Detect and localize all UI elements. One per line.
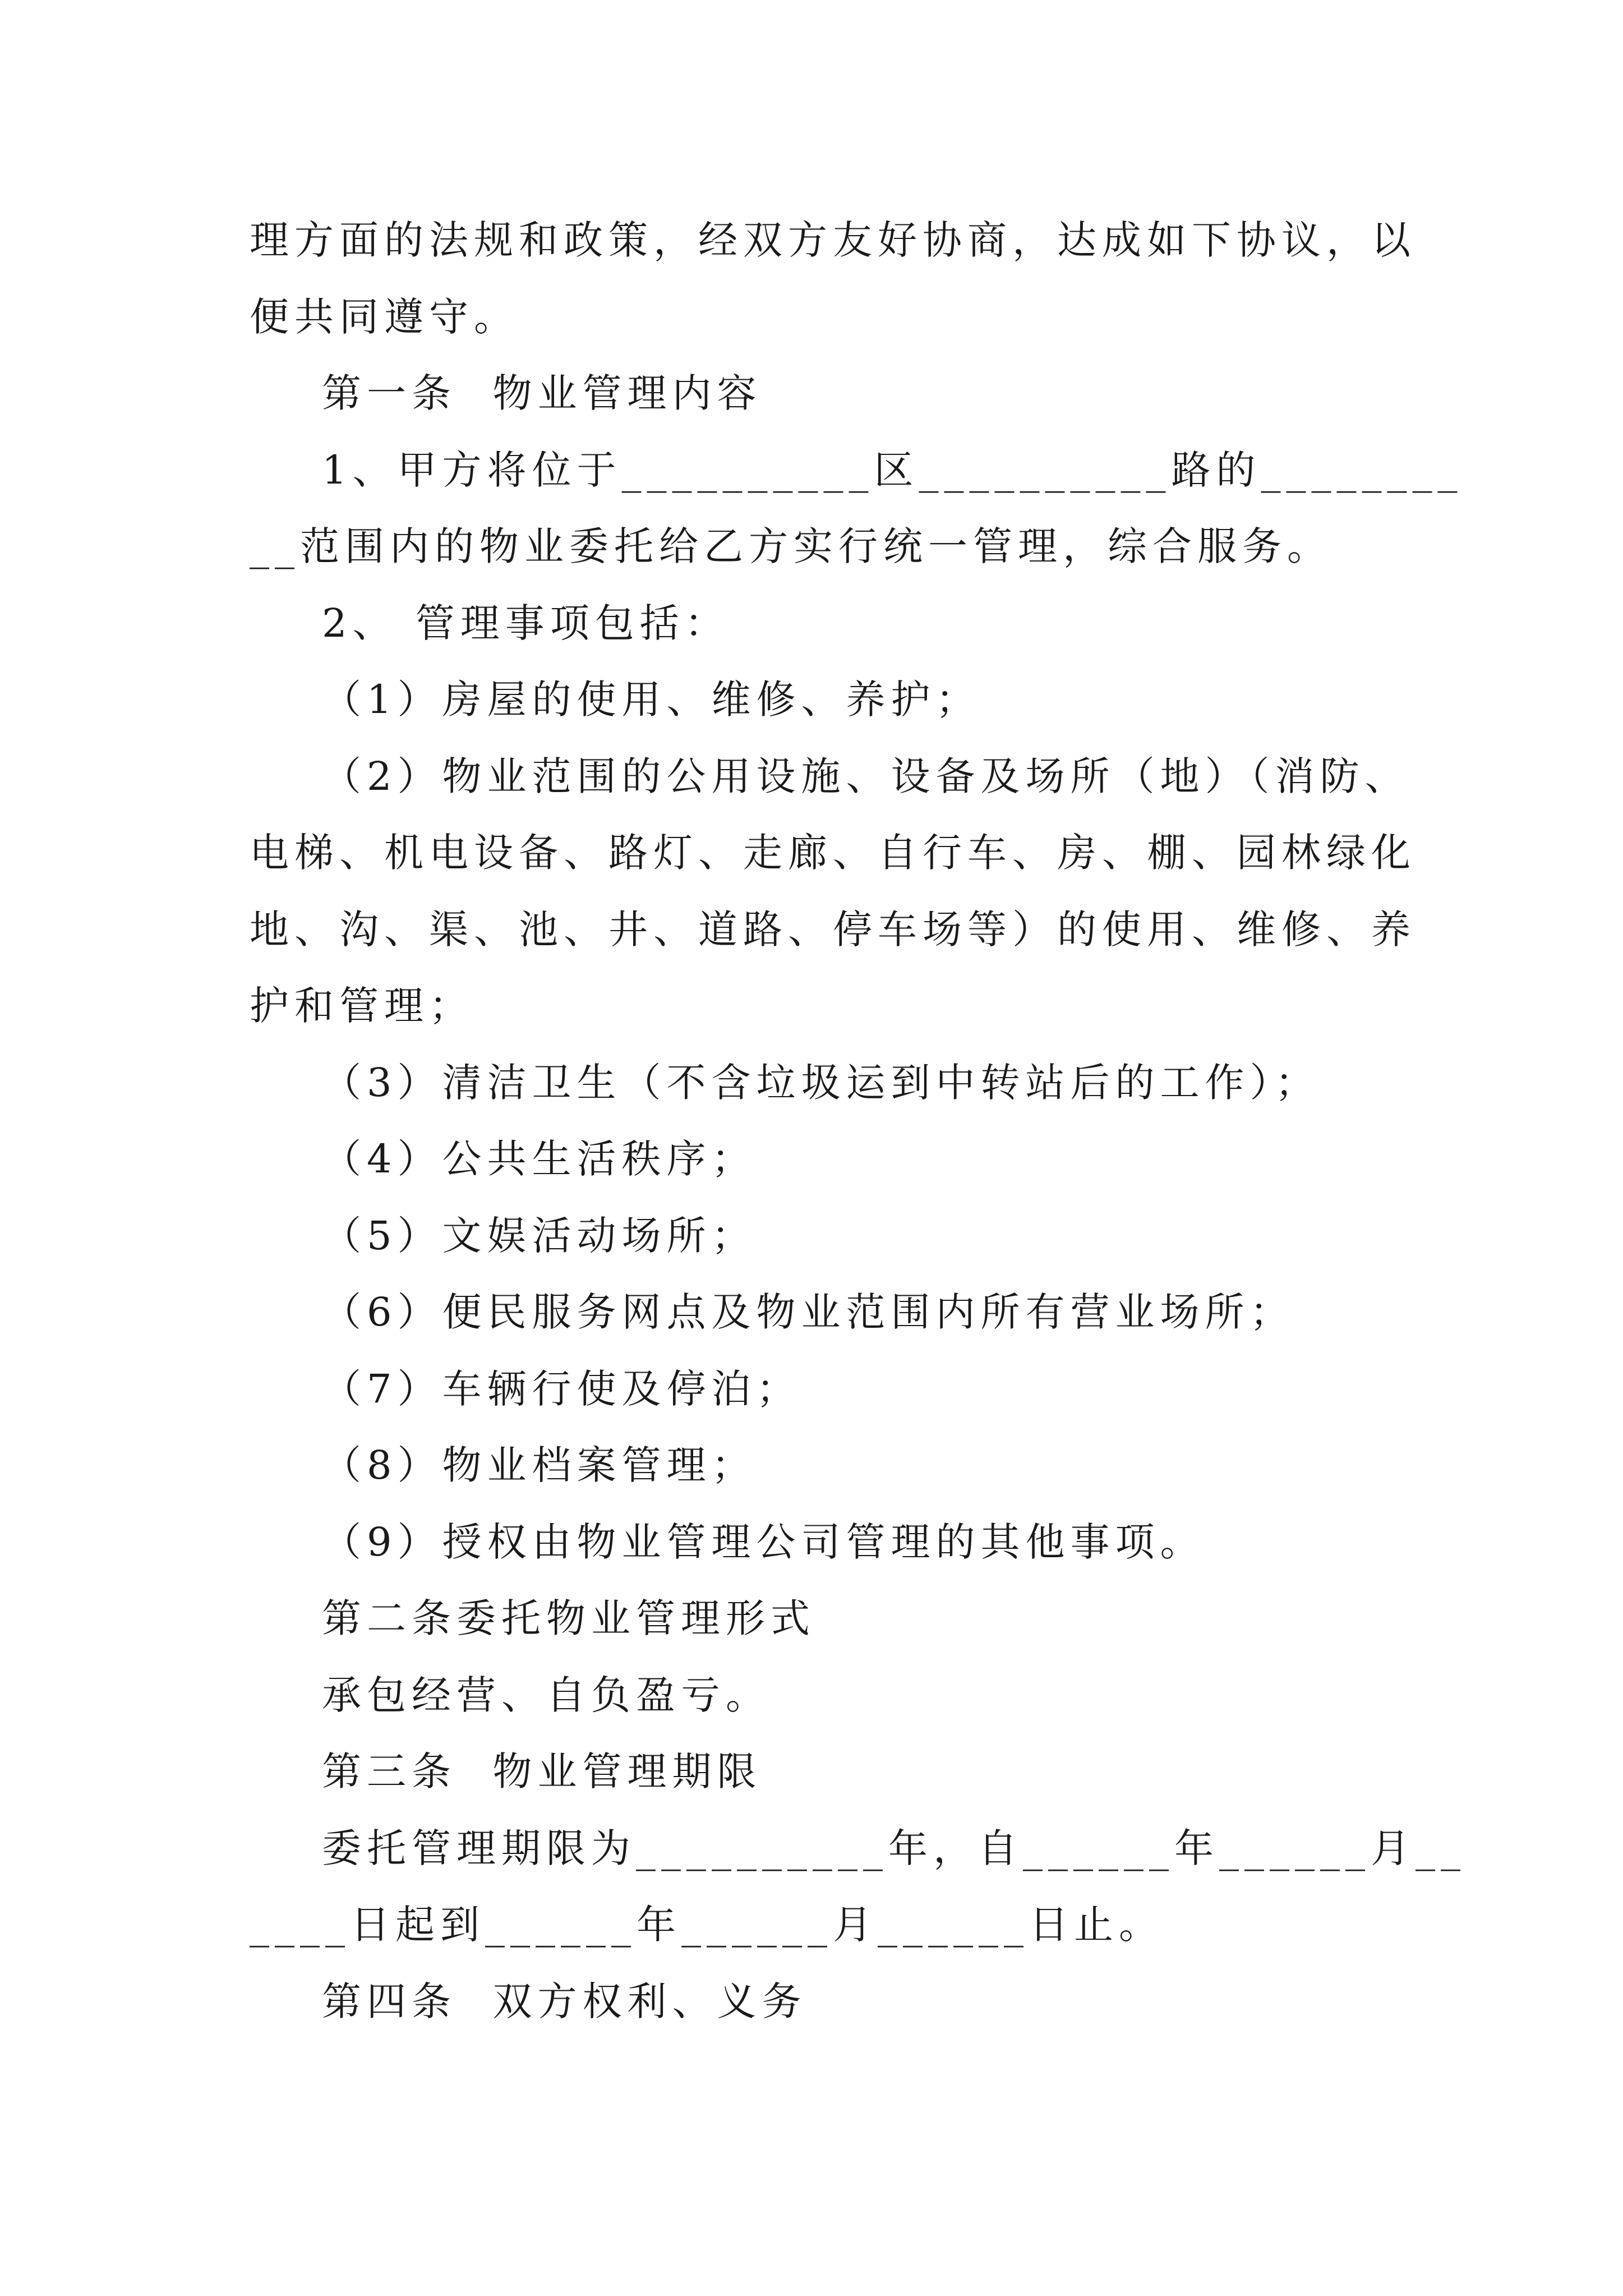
list-item: （2）物业范围的公用设施、设备及场所（地）（消防、 xyxy=(250,753,1410,799)
paragraph-line: 护和管理； xyxy=(250,983,474,1029)
paragraph-line: 承包经营、自负盈亏。 xyxy=(250,1672,771,1718)
paragraph-line: 地、沟、渠、池、井、道路、停车场等）的使用、维修、养 xyxy=(250,906,1416,953)
section-heading: 第四条 双方权利、义务 xyxy=(250,1978,807,2024)
paragraph-line: 理方面的法规和政策，经双方友好协商，达成如下协议，以 xyxy=(250,217,1416,263)
list-item: （6）便民服务网点及物业范围内所有营业场所； xyxy=(250,1289,1295,1335)
list-item: （9）授权由物业管理公司管理的其他事项。 xyxy=(250,1519,1205,1565)
list-item: （8）物业档案管理； xyxy=(250,1442,757,1488)
paragraph-line: 1、甲方将位于__________区__________路的________ xyxy=(250,447,1463,493)
document-body xyxy=(250,202,1467,2040)
list-item: （4）公共生活秩序； xyxy=(250,1136,757,1182)
paragraph-line: 2、 管理事项包括： xyxy=(250,600,730,646)
section-heading: 第一条 物业管理内容 xyxy=(250,370,762,416)
paragraph-line: 委托管理期限为__________年，自______年______月__ xyxy=(250,1825,1467,1871)
paragraph-line: ____日起到______年______月______日止。 xyxy=(250,1902,1164,1948)
list-item: （7）车辆行使及停泊； xyxy=(250,1365,801,1412)
paragraph-line: 便共同遵守。 xyxy=(250,293,519,340)
paragraph-line: 电梯、机电设备、路灯、走廊、自行车、房、棚、园林绿化 xyxy=(250,830,1416,876)
list-item: （3）清洁卫生（不含垃圾运到中转站后的工作）； xyxy=(250,1059,1320,1106)
section-heading: 第三条 物业管理期限 xyxy=(250,1749,762,1795)
section-heading: 第二条委托物业管理形式 xyxy=(250,1595,816,1641)
list-item: （1）房屋的使用、维修、养护； xyxy=(250,677,981,723)
list-item: （5）文娱活动场所； xyxy=(250,1212,757,1259)
paragraph-line: __范围内的物业委托给乙方实行统一管理，综合服务。 xyxy=(250,523,1332,569)
